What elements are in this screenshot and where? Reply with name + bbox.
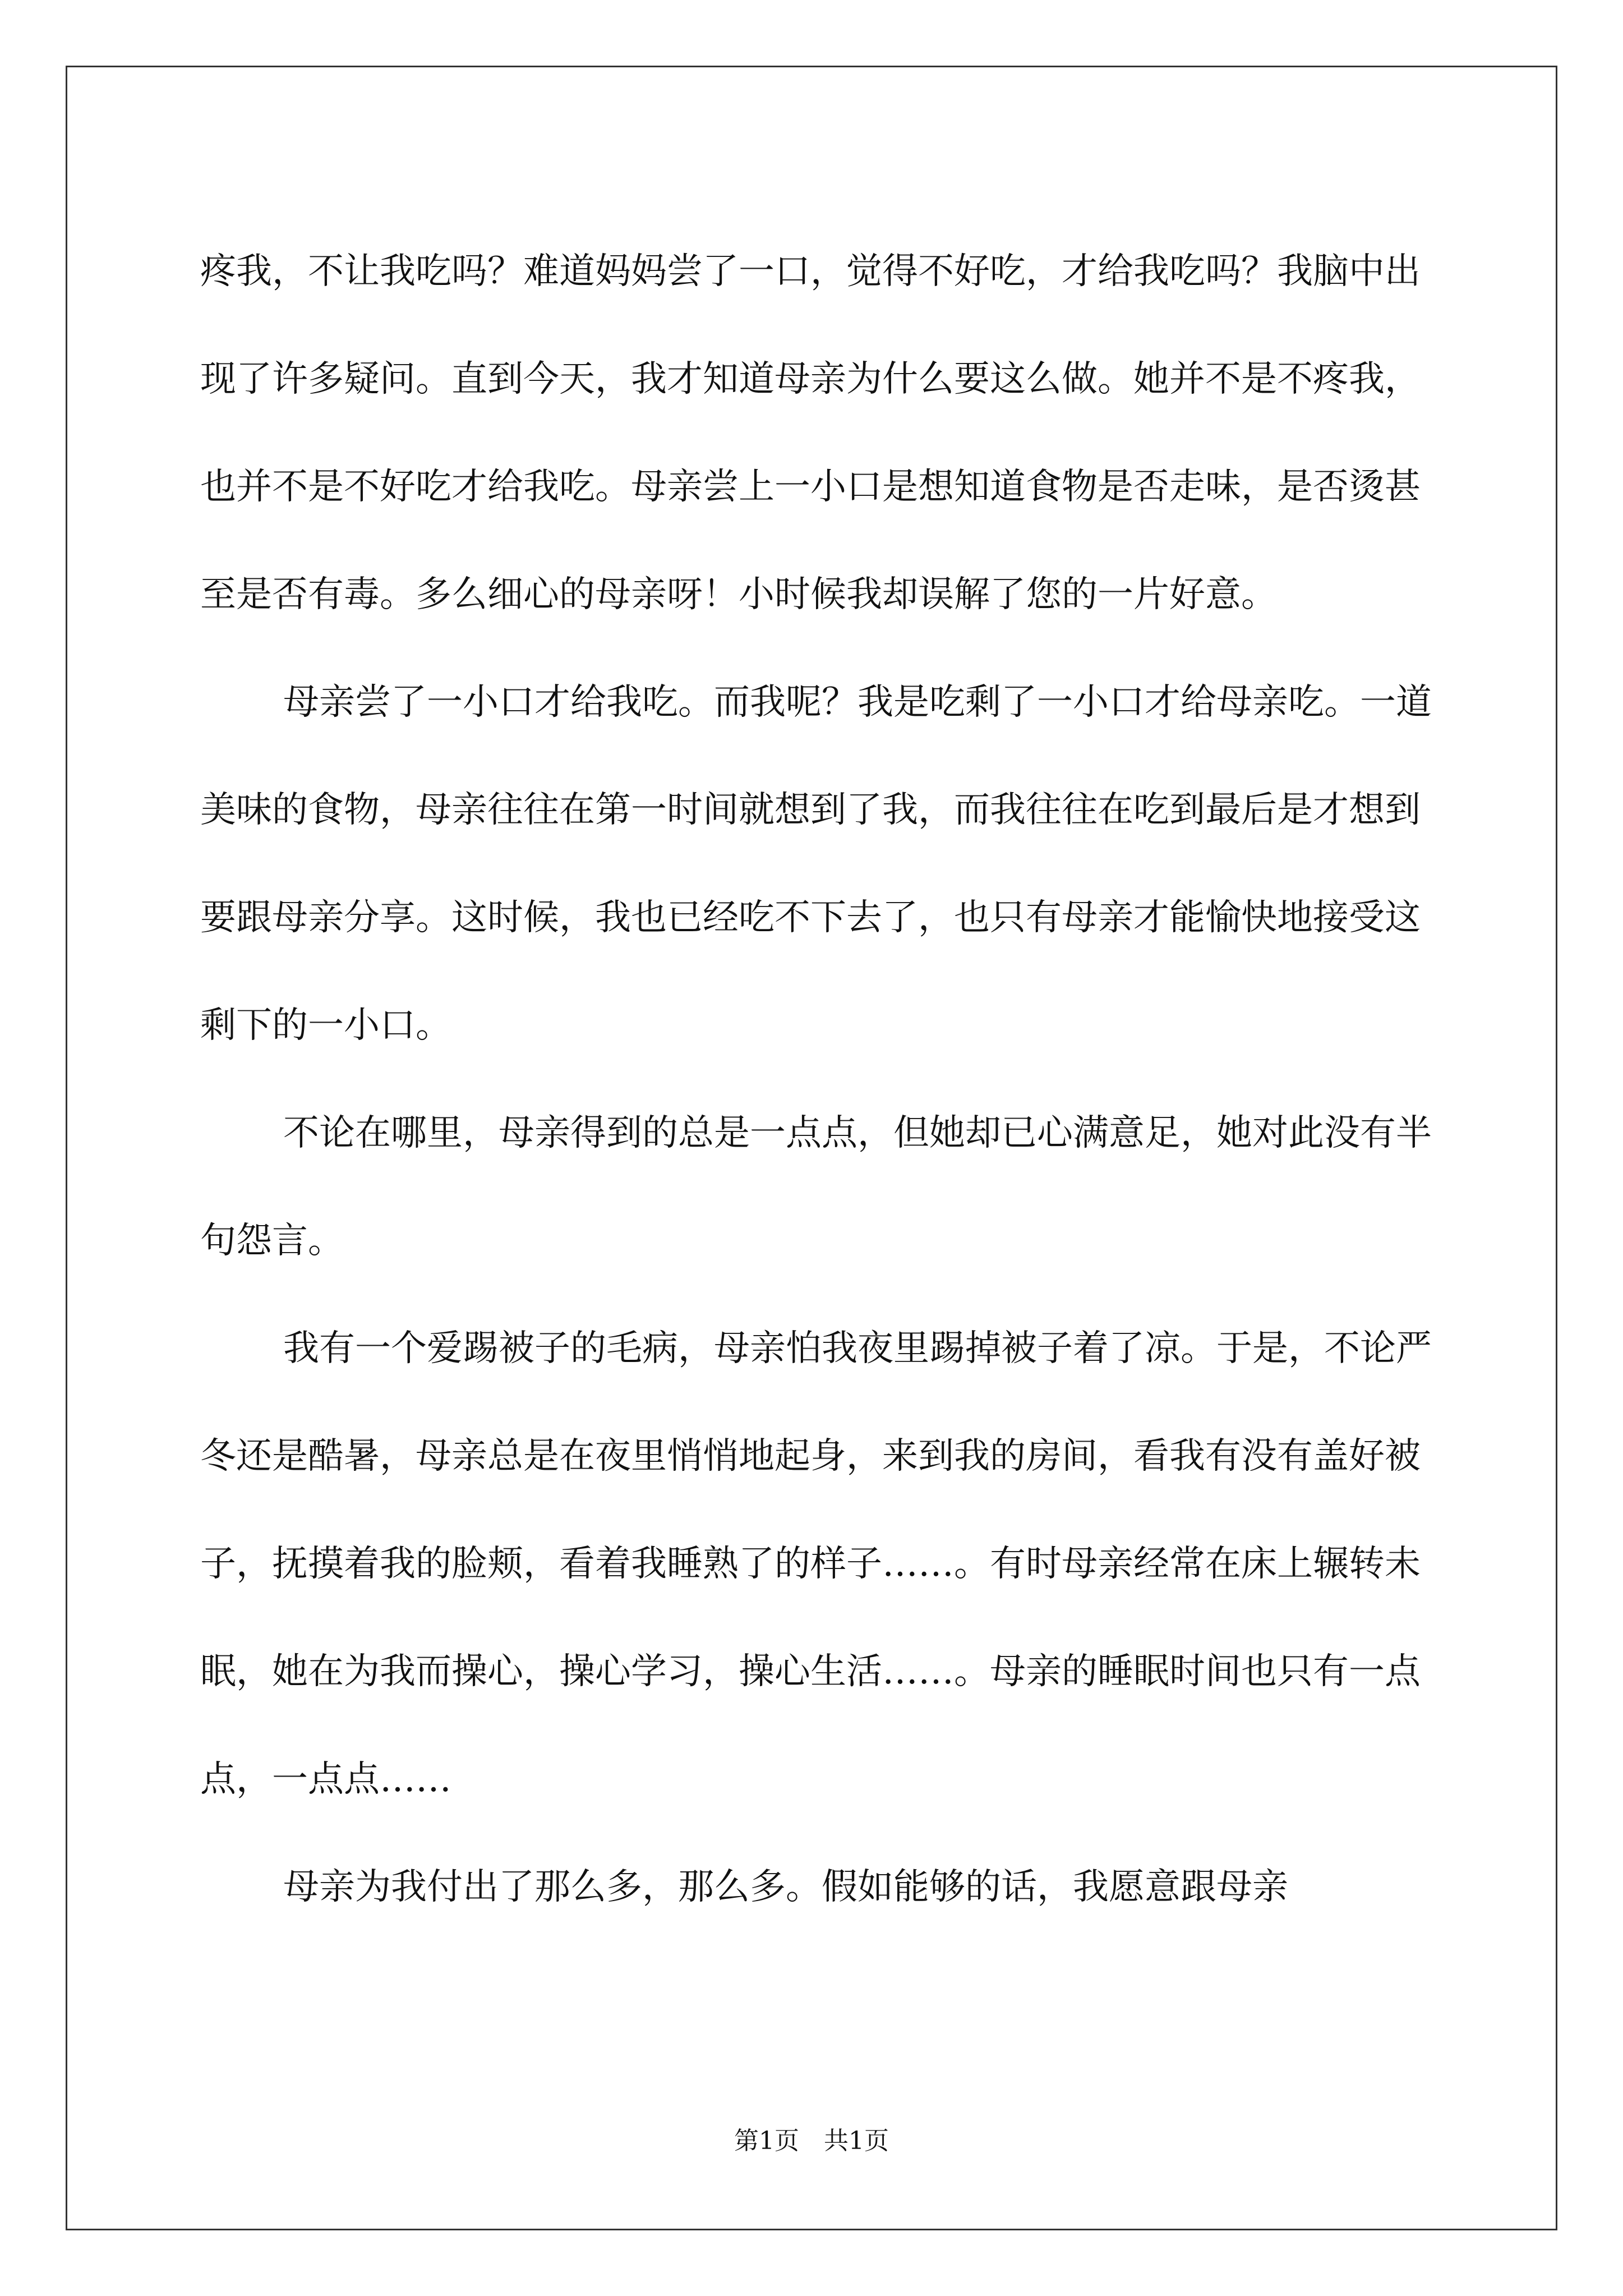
document-body [200,218,1434,1941]
paragraph-3: 不论在哪里，母亲得到的总是一点点，但她却已心满意足，她对此没有半句怨言。 [200,1112,1432,1262]
page-footer [0,2120,1623,2156]
paragraph-2: 母亲尝了一小口才给我吃。而我呢？我是吃剩了一小口才给母亲吃。一道美味的食物，母亲往往在第一时间就想到了我，而我往往在吃到最后是才想到要跟母亲分享。这时候，我也已经吃不下去了，也只有母亲才能愉快地接受这剩下的一小口。 [200,682,1432,1046]
paragraph-4: 我有一个爱踢被子的毛病，母亲怕我夜里踢掉被子着了凉。于是，不论严冬还是酷暑，母亲总是在夜里悄悄地起身，来到我的房间，看我有没有盖好被子，抚摸着我的脸颊，看着我睡熟了的样子……。有时母亲经常在床上辗转未眠，她在为我而操心，操心学习，操心生活……。母亲的睡眠时间也只有一点点，一点点…… [200,1328,1432,1800]
paragraph-1: 疼我，不让我吃吗？难道妈妈尝了一口，觉得不好吃，才给我吃吗？我脑中出现了许多疑问。直到今天，我才知道母亲为什么要这么做。她并不是不疼我，也并不是不好吃才给我吃。母亲尝上一小口是想知道食物是否走味，是否烫甚至是否有毒。多么细心的母亲呀！小时候我却误解了您的一片好意。 [200,251,1421,615]
page-total: 共1页 [824,2127,889,2155]
page-number: 第1页 [734,2127,799,2155]
paragraph-5: 母亲为我付出了那么多，那么多。假如能够的话，我愿意跟母亲 [283,1866,1288,1908]
